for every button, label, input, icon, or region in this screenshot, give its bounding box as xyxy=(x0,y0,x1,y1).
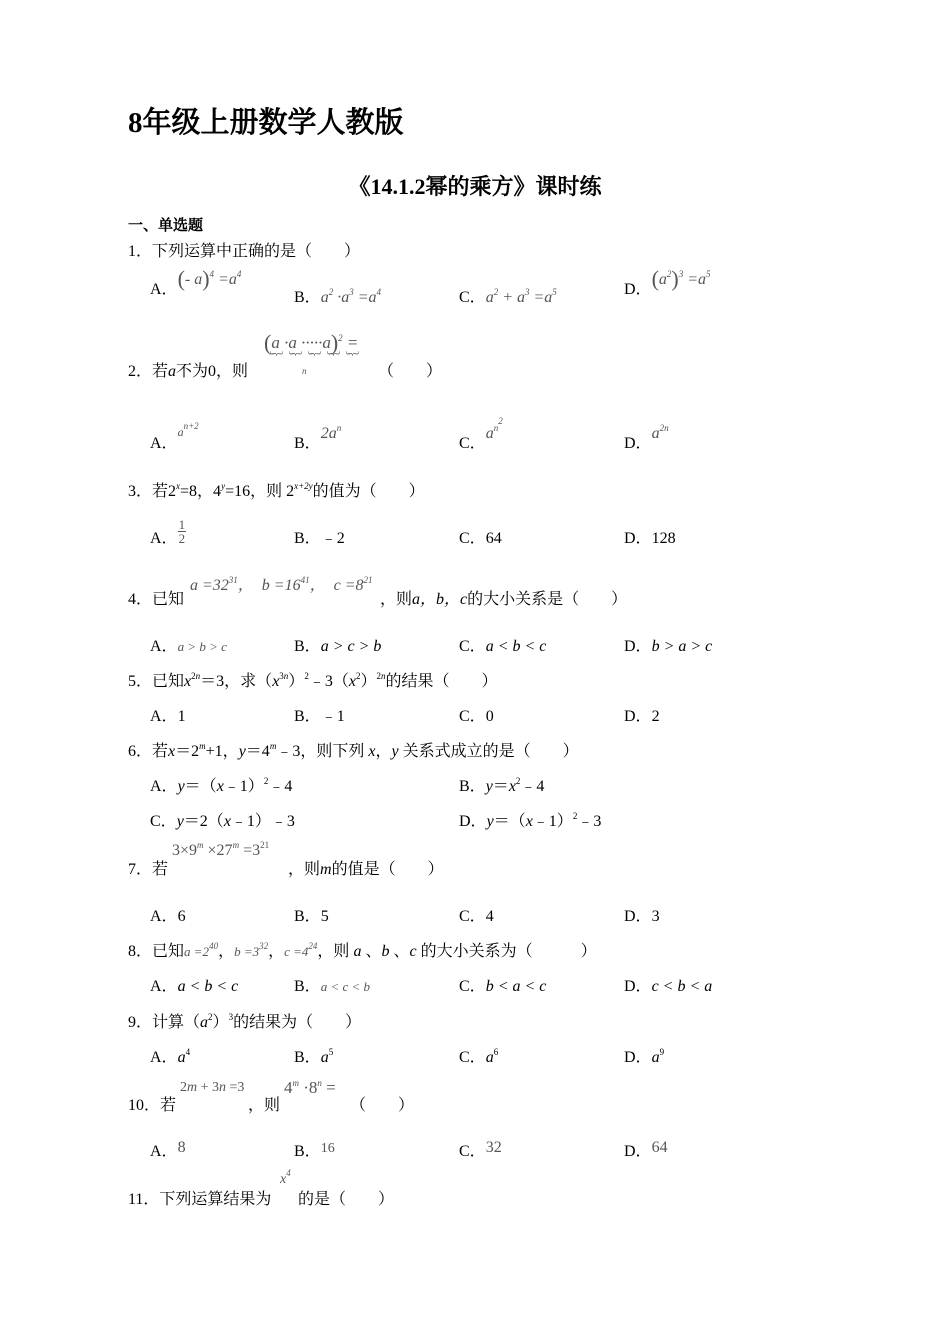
question-10-expression: $4^m \cdot 8^n$ = xyxy=(284,1078,336,1097)
question-2: 2．若a不为0，则 xyxy=(128,363,249,380)
question-8: 8．已知$a =2^{40}$，$b =3^{32}$，$c =4^{24}$，则 a 、b 、c 的大小关系为（ ） xyxy=(128,941,597,960)
section-heading: 一、单选题 xyxy=(128,218,204,234)
question-3-option-b: B．﹣2 xyxy=(294,530,345,547)
question-9-option-b: B．$a^5$ xyxy=(294,1047,334,1066)
question-9-option-d: D．$a^9$ xyxy=(624,1047,665,1066)
question-10-blank: （ ） xyxy=(350,1097,415,1114)
question-1-option-d: D．$(a^2)^3 =a^5$ xyxy=(624,266,711,298)
question-11: 11．下列运算结果为 xyxy=(128,1191,272,1208)
question-10-option-d: D．64 xyxy=(624,1139,668,1160)
question-6-option-d: D．y＝（x﹣1）$^2$﹣3 xyxy=(459,811,602,830)
question-11-expression: $x^4$ xyxy=(280,1168,291,1187)
question-7-text: ，则m的值是（ ） xyxy=(288,861,444,878)
question-7-expression: $3\times 9^m \times 27^m =3^{21}$ xyxy=(172,840,270,859)
question-9-option-a: A．$a^4$ xyxy=(150,1047,191,1066)
page-title: 8年级上册数学人教版 xyxy=(128,107,404,139)
question-4-text: ，则a，b，c的大小关系是（ ） xyxy=(380,591,628,608)
question-2-option-a: A．$^{a^{n+2}}$ xyxy=(150,421,199,452)
question-2-expression: $(a \cdot a \cdot\cdot\cdot\cdot\cdot a)^2$ = xyxy=(264,330,359,355)
question-6: 6．若$x=2^m+1$，$y=4^m﹣3$，则下列 x，y 关系式成立的是（ ） xyxy=(128,741,579,760)
question-2-blank: （ ） xyxy=(378,363,443,380)
question-3: 3．若$2^x=8$，$4^y=16$，则 $2^{x+2y}$的值为（ ） xyxy=(128,481,425,500)
question-2-underbrace-label: n xyxy=(302,366,307,376)
question-10-option-c: C．32 xyxy=(459,1139,502,1160)
question-1-option-a: A．(- $a)^4 =a^4$ xyxy=(150,266,242,298)
question-7-option-c: C．4 xyxy=(459,908,494,925)
question-10-condition: 2m + 3n =3 xyxy=(180,1080,245,1095)
question-5: 5．已知$x^{2n}=3$，求$(x^{3n})^2﹣3(x^2)^{2n}$的结果（ ） xyxy=(128,671,498,690)
question-8-option-d: D．c < b < a xyxy=(624,978,713,995)
question-10: 10．若 xyxy=(128,1097,177,1114)
question-8-option-b: B．a < c < b xyxy=(294,978,371,995)
question-2-option-b: B．$2a^n$ xyxy=(294,423,342,452)
question-5-option-a: A．1 xyxy=(150,708,186,725)
question-2-underbrace: ︸︸︸︸︸ xyxy=(270,351,366,366)
question-4-expression: $a =32^{31}$， $b =16^{41}$， $c =8^{21}$ xyxy=(190,575,373,594)
question-4-option-a: A．a > b > c xyxy=(150,638,227,655)
page-subtitle: 《14.1.2幂的乘方》课时练 xyxy=(348,174,602,199)
question-8-option-c: C．b < a < c xyxy=(459,978,547,995)
question-1-option-b: B．$a^2 \cdot a^3 =a^4$ xyxy=(294,287,381,306)
question-6-option-c: C．y＝2（x﹣1）﹣3 xyxy=(150,813,295,830)
question-1-option-c: C．$a^2 + a^3 =a^5$ xyxy=(459,287,557,306)
question-11-text: 的是（ ） xyxy=(298,1191,395,1208)
question-2-option-d: D．$a^{2n}$ xyxy=(624,423,669,452)
question-7-option-d: D．3 xyxy=(624,908,660,925)
question-6-option-a: A．y＝（x﹣1）$^2$﹣4 xyxy=(150,776,293,795)
question-3-option-a: A． $\frac{1}{2}$ xyxy=(150,516,186,547)
question-10-text: ，则 xyxy=(248,1097,281,1114)
question-4-option-b: B．a > c > b xyxy=(294,638,382,655)
question-1: 1．下列运算中正确的是（ ） xyxy=(128,243,361,260)
question-4-option-d: D．b > a > c xyxy=(624,638,713,655)
question-6-option-b: B．$y=x^2﹣4$ xyxy=(459,776,545,795)
question-4-option-c: C．a < b < c xyxy=(459,638,547,655)
question-7-option-a: A．6 xyxy=(150,908,186,925)
question-9: 9．计算$(a^2)^3$的结果为（ ） xyxy=(128,1012,362,1031)
question-8-option-a: A．a < b < c xyxy=(150,978,239,995)
question-2-option-c: C．$a^{n^2}$ xyxy=(459,416,503,452)
question-3-option-c: C．64 xyxy=(459,530,502,547)
question-7-option-b: B．5 xyxy=(294,908,329,925)
question-10-option-b: B．16 xyxy=(294,1141,335,1160)
question-3-option-d: D．128 xyxy=(624,530,676,547)
question-7: 7．若 xyxy=(128,861,169,878)
question-9-option-c: C．$a^6$ xyxy=(459,1047,499,1066)
question-5-option-c: C．0 xyxy=(459,708,494,725)
question-5-option-d: D．2 xyxy=(624,708,660,725)
question-5-option-b: B．﹣1 xyxy=(294,708,345,725)
question-10-option-a: A．8 xyxy=(150,1139,186,1160)
question-4: 4．已知 xyxy=(128,591,185,608)
